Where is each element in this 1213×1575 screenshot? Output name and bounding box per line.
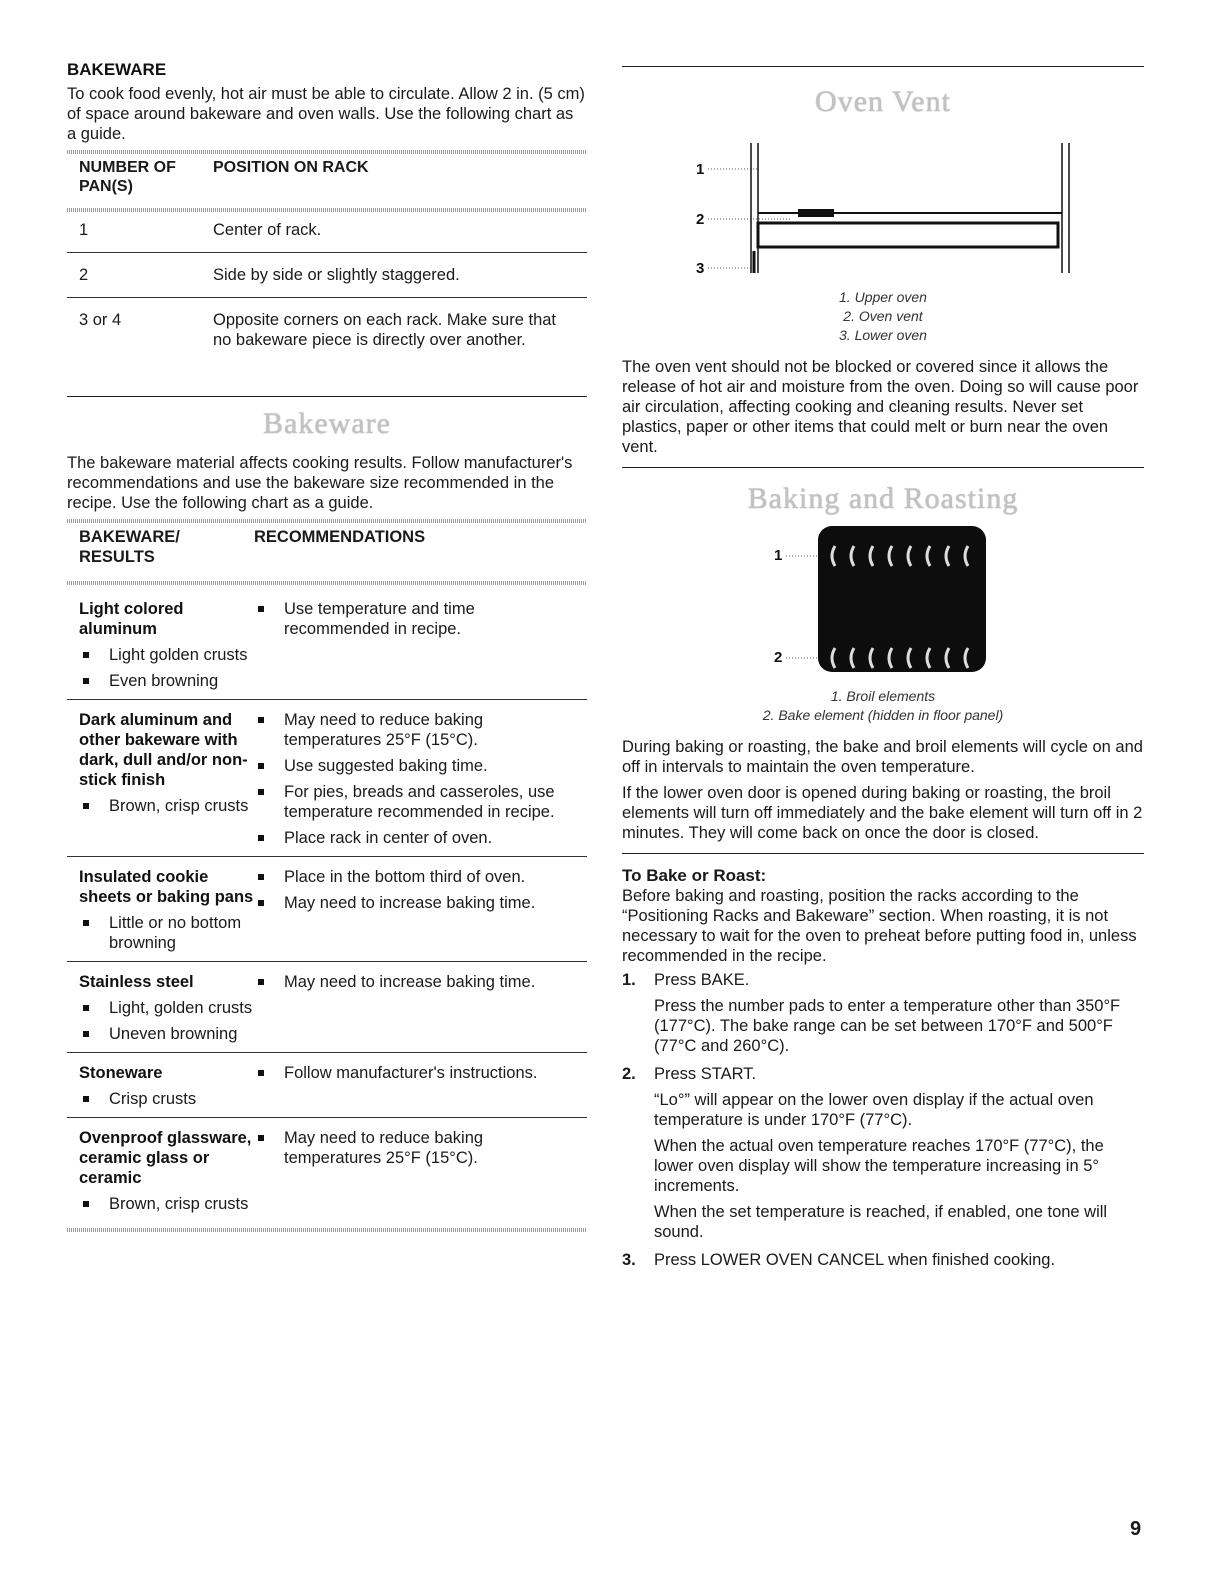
element-captions <box>622 687 1144 725</box>
step-number: 1. <box>622 971 636 989</box>
bakeware-name: Dark aluminum and other bakeware with dark, dull and/or non-stick finish <box>79 711 248 789</box>
result-item: Uneven browning <box>79 1024 254 1044</box>
result-item: Even browning <box>79 671 254 691</box>
bakeware-name: Light colored aluminum <box>79 600 184 638</box>
recommendation-list <box>254 972 574 1044</box>
bakeware-type <box>79 867 254 953</box>
caption-line: 1. Upper oven <box>839 289 927 305</box>
recommendation-item: Follow manufacturer's instructions. <box>254 1063 574 1083</box>
callout-number: 2 <box>774 649 783 666</box>
caption-line: 2. Oven vent <box>843 308 923 324</box>
step-3 <box>622 1250 1144 1270</box>
step-text: Press LOWER OVEN CANCEL when finished cooking. <box>654 1251 1056 1269</box>
baking-roasting-title: Baking and Roasting <box>747 482 1019 515</box>
recommendation-list <box>254 867 574 953</box>
bakeware-type <box>79 972 254 1044</box>
pan-count: 2 <box>79 266 89 284</box>
table-row <box>67 298 587 392</box>
bakeware-type <box>79 1063 254 1109</box>
results-header: BAKEWARE/ RESULTS <box>79 528 180 566</box>
step-text: Press START. <box>654 1065 757 1083</box>
step-number: 3. <box>622 1251 636 1269</box>
oven-vent-title: Oven Vent <box>815 85 951 118</box>
oven-interior-drawing <box>818 526 986 672</box>
recommendation-list <box>254 1063 574 1109</box>
vent-callout-1 <box>696 161 757 178</box>
bakeware-type <box>79 599 254 691</box>
recommendation-item: Use temperature and time recommended in recipe. <box>254 599 574 639</box>
caption-line: 1. Broil elements <box>830 688 936 704</box>
recommendation-item: For pies, breads and casseroles, use temperature recommended in recipe. <box>254 782 574 822</box>
bakeware-section-title: Bakeware <box>263 407 391 440</box>
rack-position: Center of rack. <box>213 221 322 239</box>
recommendation-item: Use suggested baking time. <box>254 756 574 776</box>
bakeware-name: Stoneware <box>79 1064 163 1082</box>
table-row <box>67 962 587 1052</box>
rack-position: Opposite corners on each rack. Make sure that no bakeware piece is directly over another. <box>213 311 557 349</box>
step-number: 2. <box>622 1065 636 1083</box>
bakeware-name: Ovenproof glassware, ceramic glass or ceramic <box>79 1129 252 1187</box>
bakeware-heading: BAKEWARE <box>67 60 167 79</box>
rack-position: Side by side or slightly staggered. <box>213 266 460 284</box>
pan-count: 3 or 4 <box>79 311 122 329</box>
oven-cabinet-drawing <box>751 143 1069 273</box>
vent-captions <box>622 288 1144 345</box>
caption-line: 2. Bake element (hidden in floor panel) <box>762 707 1004 723</box>
recommendations-header: RECOMMENDATIONS <box>254 528 426 546</box>
rack-position-header: POSITION ON RACK <box>213 159 369 176</box>
vent-callout-3 <box>696 260 754 277</box>
pan-table-header <box>67 158 587 196</box>
bakeware-type <box>79 1128 254 1214</box>
section-rule <box>622 467 1144 468</box>
baking-para-1: During baking or roasting, the bake and broil elements will cycle on and off in intervals to maintain the oven temperature. <box>622 738 1143 776</box>
table-divider <box>67 150 587 154</box>
table-row <box>67 700 587 856</box>
recommendation-list <box>254 599 574 691</box>
bakeware-type <box>79 710 254 848</box>
table-row <box>67 1053 587 1117</box>
bakeware-name: Insulated cookie sheets or baking pans <box>79 868 254 906</box>
step-2 <box>622 1064 1144 1084</box>
table-divider <box>67 581 587 585</box>
step-note: Press the number pads to enter a temperature other than 350°F (177°C). The bake range can be set between 170°F and 500°F (77°C and 260°C). <box>654 997 1121 1055</box>
recommendation-item: May need to reduce baking temperatures 25°F (15°C). <box>254 1128 574 1168</box>
table-row <box>67 857 587 961</box>
step-1 <box>622 970 1144 990</box>
bakeware-name: Stainless steel <box>79 973 194 991</box>
table-divider <box>67 519 587 523</box>
section-rule <box>622 853 1144 854</box>
result-item: Little or no bottom browning <box>79 913 254 953</box>
bakeware-intro: To cook food evenly, hot air must be able to circulate. Allow 2 in. (5 cm) of space around bakeware and oven walls. Use the following chart as a guide. <box>67 85 585 143</box>
recommendation-item: May need to increase baking time. <box>254 972 574 992</box>
result-item: Brown, crisp crusts <box>79 796 254 816</box>
callout-number: 3 <box>696 260 705 277</box>
recommendation-item: May need to increase baking time. <box>254 893 574 913</box>
callout-number: 1 <box>696 161 705 178</box>
table-row <box>67 253 587 297</box>
oven-vent-diagram <box>622 123 1144 283</box>
baking-para-3: Before baking and roasting, position the racks according to the “Positioning Racks and Bakeware” section. When roasting, it is not necessary to wait for the oven to preheat before putting food in, unless recommended in the recipe. <box>622 887 1137 965</box>
bake-steps <box>622 970 1144 1270</box>
section-rule <box>67 396 587 397</box>
callout-number: 2 <box>696 211 705 228</box>
section-rule <box>622 66 1144 67</box>
recommendation-item: May need to reduce baking temperatures 25°F (15°C). <box>254 710 574 750</box>
table-divider <box>67 1228 587 1232</box>
table-row <box>67 589 587 699</box>
bakeware-table-header <box>67 527 587 567</box>
baking-para-2: If the lower oven door is opened during baking or roasting, the broil elements will turn off immediately and the bake element will turn off in 2 minutes. They will come back on once the door is closed. <box>622 784 1143 842</box>
bakeware-material-intro: The bakeware material affects cooking results. Follow manufacturer's recommendations and use the bakeware size recommended in the recipe. Use the following chart as a guide. <box>67 454 573 512</box>
caption-line: 3. Lower oven <box>839 327 927 343</box>
element-callout-2 <box>774 649 822 666</box>
result-item: Light, golden crusts <box>79 998 254 1018</box>
oven-vent-text: The oven vent should not be blocked or covered since it allows the release of hot air and moisture from the oven. Doing so will cause poor air circulation, affecting cooking and cleaning results. Never set plastics, paper or other items that could melt or burn near the oven vent. <box>622 358 1139 456</box>
step-note: When the set temperature is reached, if enabled, one tone will sound. <box>654 1203 1108 1241</box>
recommendation-item: Place rack in center of oven. <box>254 828 574 848</box>
left-column <box>67 60 587 1236</box>
result-item: Light golden crusts <box>79 645 254 665</box>
table-row <box>67 1118 587 1222</box>
table-row <box>67 216 587 252</box>
bakeware-table <box>67 527 587 1232</box>
result-item: Brown, crisp crusts <box>79 1194 254 1214</box>
pan-position-table <box>67 158 587 392</box>
step-note: When the actual oven temperature reaches 170°F (77°C), the lower oven display will show the temperature increasing in 5° increments. <box>654 1137 1104 1195</box>
step-note: “Lo°” will appear on the lower oven display if the actual oven temperature is under 170°F (77°C). <box>654 1091 1094 1129</box>
result-item: Crisp crusts <box>79 1089 254 1109</box>
table-divider <box>67 208 587 212</box>
bake-roast-subheading: To Bake or Roast: <box>622 866 767 885</box>
recommendation-list <box>254 710 574 848</box>
oven-elements-diagram <box>622 522 1144 682</box>
pan-count-header: NUMBER OF PAN(S) <box>79 159 176 195</box>
recommendation-item: Place in the bottom third of oven. <box>254 867 574 887</box>
page-number: 9 <box>1130 1518 1142 1540</box>
callout-number: 1 <box>774 547 783 564</box>
recommendation-list <box>254 1128 574 1214</box>
right-column <box>622 60 1144 1270</box>
step-text: Press BAKE. <box>654 971 750 989</box>
element-callout-1 <box>774 547 822 564</box>
pan-count: 1 <box>79 221 89 239</box>
